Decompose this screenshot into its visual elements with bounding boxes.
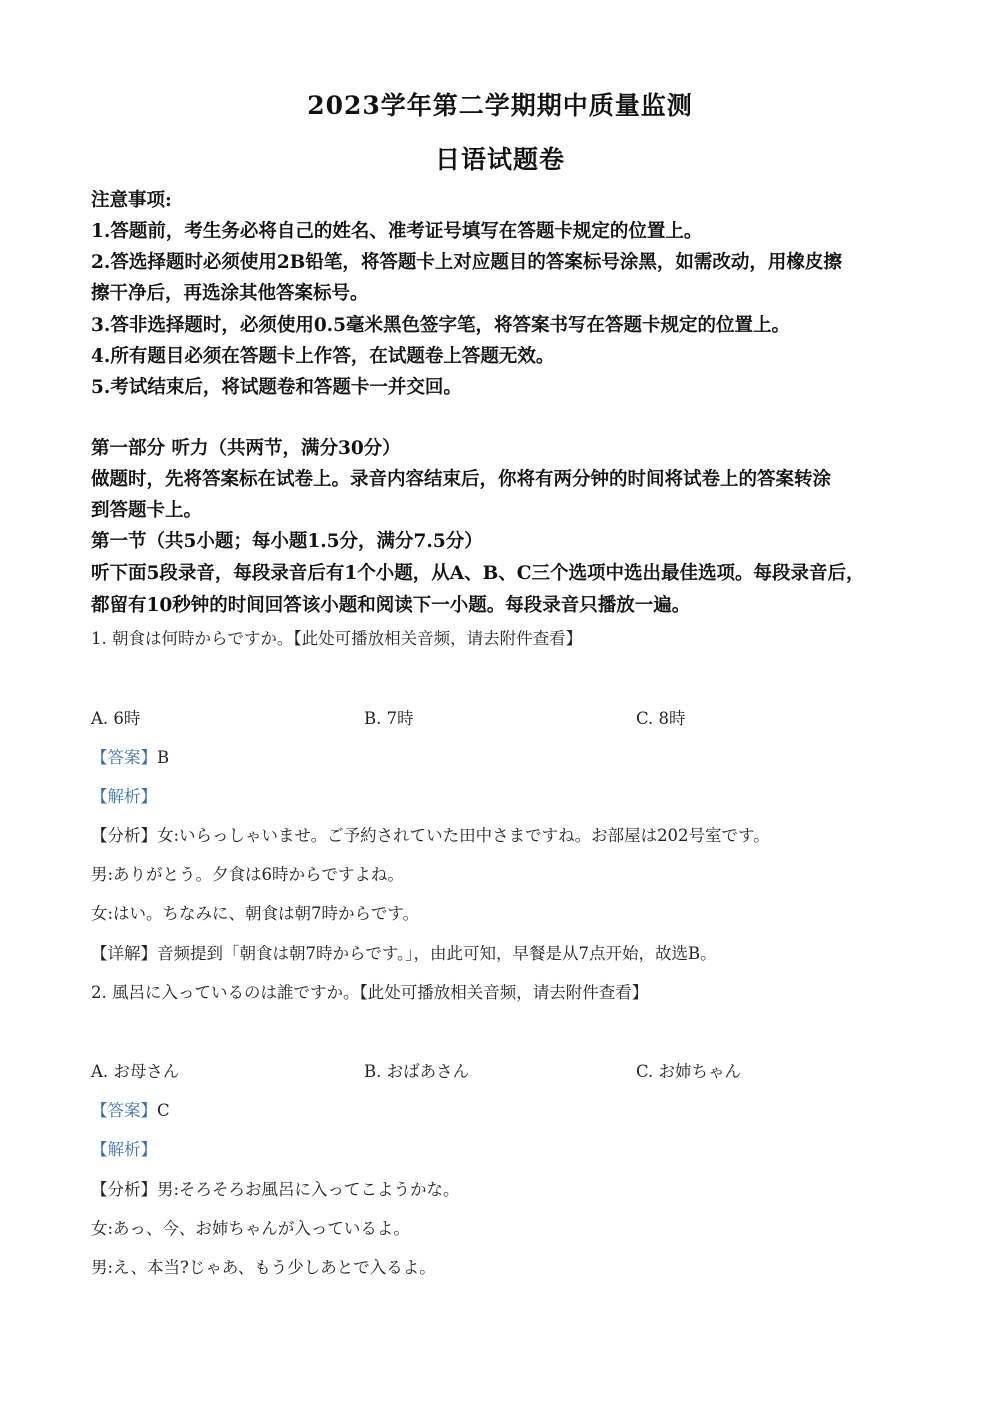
question-2-analysis-line-1: 【分析】男:そろそろお風呂に入ってこようかな。 — [91, 1180, 460, 1199]
question-2-stem: 2. 風呂に入っているのは誰ですか。【此处可播放相关音频，请去附件查看】 — [91, 983, 649, 1002]
exam-subtitle: 日语试题卷 — [434, 145, 565, 174]
question-2-option-c: C. お姉ちゃん — [636, 1062, 742, 1081]
question-1-analysis-line-2: 男:ありがとう。夕食は6時からですよね。 — [91, 865, 404, 884]
question-1-option-a: A. 6時 — [91, 709, 141, 728]
notice-item-2-cont: 擦干净后，再选涂其他答案标号。 — [91, 283, 369, 304]
exam-title: 2023学年第二学期期中质量监测 — [307, 91, 693, 120]
notice-item-3: 3.答非选择题时，必须使用0.5毫米黑色签字笔，将答案书写在答题卡规定的位置上。 — [91, 315, 791, 336]
notice-item-1: 1.答题前，考生务必将自己的姓名、准考证号填写在答题卡规定的位置上。 — [91, 221, 703, 242]
question-2-analysis-line-2: 女:あっ、今、お姉ちゃんが入っているよ。 — [91, 1219, 410, 1238]
notice-item-2: 2.答选择题时必须使用2B铅笔，将答题卡上对应题目的答案标号涂黑，如需改动，用橡皮擦 — [91, 252, 842, 273]
answer-value: B — [157, 748, 170, 767]
notice-item-4: 4.所有题目必须在答题卡上作答，在试题卷上答题无效。 — [91, 346, 555, 367]
notice-heading: 注意事项: — [91, 190, 172, 211]
question-1-analysis-tag: 【解析】 — [91, 787, 157, 806]
question-1-stem: 1. 朝食は何時からですか。【此处可播放相关音频，请去附件查看】 — [91, 629, 583, 648]
question-1-analysis-line-1: 【分析】女:いらっしゃいませ。ご予約されていた田中さまですね。お部屋は202号室です。 — [91, 826, 770, 845]
section1-heading: 第一节（共5小题；每小题1.5分，满分7.5分） — [91, 531, 483, 552]
question-1-option-c: C. 8時 — [636, 709, 686, 728]
part1-instruction-line-1: 做题时，先将答案标在试卷上。录音内容结束后，你将有两分钟的时间将试卷上的答案转涂 — [91, 469, 832, 490]
section1-instruction-line-1: 听下面5段录音，每段录音后有1个小题，从A、B、C三个选项中选出最佳选项。每段录音后， — [91, 563, 865, 584]
notice-item-5: 5.考试结束后，将试题卷和答题卡一并交回。 — [91, 377, 462, 398]
question-1-option-b: B. 7時 — [364, 709, 414, 728]
question-2-option-b: B. おばあさん — [364, 1062, 470, 1081]
question-1-answer-row — [91, 744, 169, 768]
answer-value: C — [157, 1101, 170, 1120]
answer-tag: 【答案】 — [91, 748, 157, 767]
question-2-analysis-tag: 【解析】 — [91, 1140, 157, 1159]
part1-heading: 第一部分 听力（共两节，满分30分） — [91, 438, 401, 459]
answer-tag: 【答案】 — [91, 1101, 157, 1120]
question-2-analysis-line-3: 男:え、本当?じゃあ、もう少しあとで入るよ。 — [91, 1258, 436, 1277]
question-2-answer-row — [91, 1097, 170, 1121]
question-2-option-a: A. お母さん — [91, 1062, 180, 1081]
question-1-analysis-line-3: 女:はい。ちなみに、朝食は朝7時からです。 — [91, 904, 420, 923]
section1-instruction-line-2: 都留有10秒钟的时间回答该小题和阅读下一小题。每段录音只播放一遍。 — [91, 595, 691, 616]
part1-instruction-line-2: 到答题卡上。 — [91, 500, 203, 521]
question-1-detail: 【详解】音频提到「朝食は朝7時からです。」，由此可知，早餐是从7点开始，故选B。 — [91, 944, 717, 963]
